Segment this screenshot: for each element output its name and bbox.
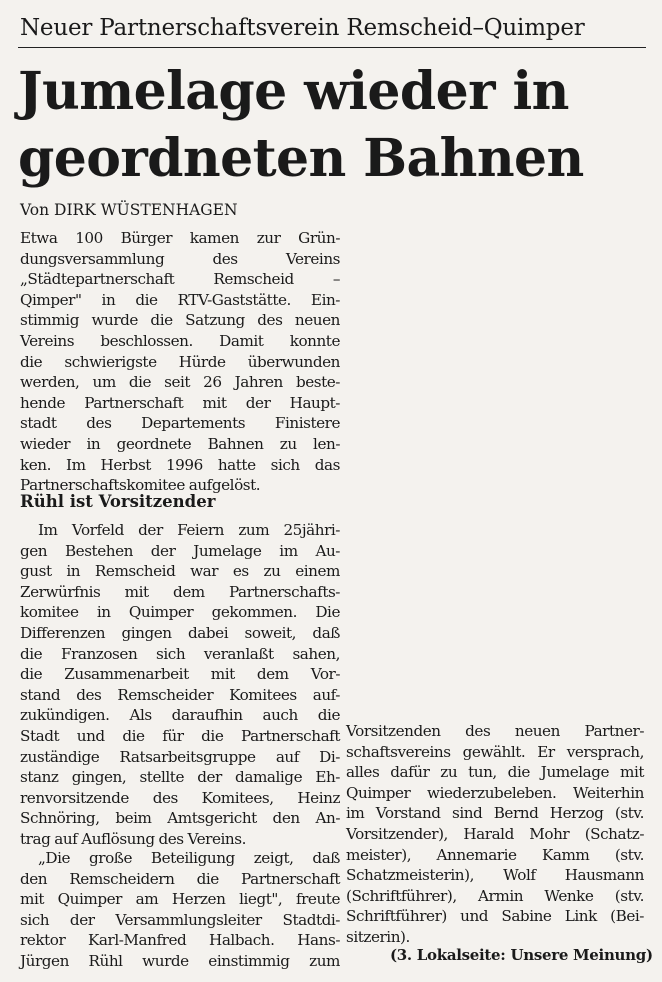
text-line: Schnöring, beim Amtsgericht den An- <box>20 809 340 828</box>
text-line: Vorsitzenden des neuen Partner- <box>346 722 644 740</box>
text-line: den Remscheidern die Partnerschaft <box>20 869 340 888</box>
text-line: stadt des Departements Finistere <box>20 414 340 433</box>
text-line: (Schriftführer), Armin Wenke (stv. <box>346 886 644 905</box>
text-line: rektor Karl-Manfred Halbach. Hans- <box>20 931 340 950</box>
text-line: hende Partnerschaft mit der Haupt- <box>20 393 340 412</box>
text-line: Im Vorfeld der Feiern zum 25jähri- <box>38 521 340 539</box>
text-line: zuständige Ratsarbeitsgruppe auf Di- <box>20 747 340 766</box>
text-line: sich der Versammlungsleiter Stadtdi- <box>20 910 340 929</box>
text-line: mit Quimper am Herzen liegt", freute <box>20 890 340 909</box>
headline-line: Jumelage wieder in <box>18 61 569 122</box>
text-line: Qimper" in die RTV-Gaststätte. Ein- <box>20 290 340 309</box>
text-line: die Zusammenarbeit mit dem Vor- <box>20 665 340 684</box>
text-line: Zerwürfnis mit dem Partnerschafts- <box>20 582 340 601</box>
text-line: Vereins beschlossen. Damit konnte <box>20 331 340 350</box>
text-line: Partnerschaftskomitee aufgelöst. <box>20 476 261 495</box>
text-line: alles dafür zu tun, die Jumelage mit <box>346 763 644 782</box>
text-line: Differenzen gingen dabei soweit, daß <box>20 623 340 642</box>
text-line: Vorsitzender), Harald Mohr (Schatz- <box>346 824 644 843</box>
text-line: ken. Im Herbst 1996 hatte sich das <box>20 455 340 474</box>
text-line: „Die große Beteiligung zeigt, daß <box>38 849 340 867</box>
text-line: Etwa 100 Bürger kamen zur Grün- <box>20 229 340 247</box>
paragraph-background <box>20 520 340 850</box>
text-line: „Städtepartnerschaft Remscheid – <box>20 270 340 289</box>
text-line: gust in Remscheid war es zu einem <box>20 562 340 581</box>
paragraph-quote <box>20 848 340 972</box>
text-line: schaftsvereins gewählt. Er versprach, <box>346 742 644 761</box>
text-line: stand des Remscheider Komitees auf- <box>20 685 340 704</box>
cross-reference: (3. Lokalseite: Unsere Meinung) <box>390 946 653 964</box>
text-line: sitzerin). <box>346 927 410 946</box>
text-line: Schatzmeisterin), Wolf Hausmann <box>346 866 644 885</box>
text-line: zukündigen. Als daraufhin auch die <box>20 706 340 725</box>
text-line: Quimper wiederzubeleben. Weiterhin <box>346 783 644 802</box>
kicker-divider <box>18 47 646 48</box>
text-line: die schwierigste Hürde überwunden <box>20 352 340 371</box>
byline: Von DIRK WÜSTENHAGEN <box>20 201 238 219</box>
text-line: Stadt und die für die Partnerschaft <box>20 726 340 745</box>
text-line: trag auf Auflösung des Vereins. <box>20 829 246 848</box>
headline-line: geordneten Bahnen <box>18 128 584 189</box>
text-line: Schriftführer) und Sabine Link (Bei- <box>346 907 644 926</box>
text-line: stimmig wurde die Satzung des neuen <box>20 311 340 330</box>
text-line: stanz gingen, stellte der damalige Eh- <box>20 768 340 787</box>
text-line: wieder in geordnete Bahnen zu len- <box>20 434 340 453</box>
text-line: werden, um die seit 26 Jahren beste- <box>20 373 340 392</box>
text-line: im Vorstand sind Bernd Herzog (stv. <box>346 804 644 823</box>
text-line: Jürgen Rühl wurde einstimmig zum <box>20 951 340 970</box>
headline <box>18 58 584 192</box>
text-line: dungsversammlung des Vereins <box>20 249 340 268</box>
subheading: Rühl ist Vorsitzender <box>20 492 216 511</box>
kicker-line: Neuer Partnerschaftsverein Remscheid–Quimper <box>20 15 585 41</box>
text-line: komitee in Quimper gekommen. Die <box>20 603 340 622</box>
text-line: meister), Annemarie Kamm (stv. <box>346 845 644 864</box>
text-line: gen Bestehen der Jumelage im Au- <box>20 541 340 560</box>
paragraph-intro <box>20 228 340 496</box>
text-line: renvorsitzende des Komitees, Heinz <box>20 788 340 807</box>
paragraph-board <box>346 721 644 948</box>
text-line: die Franzosen sich veranlaßt sahen, <box>20 644 340 663</box>
